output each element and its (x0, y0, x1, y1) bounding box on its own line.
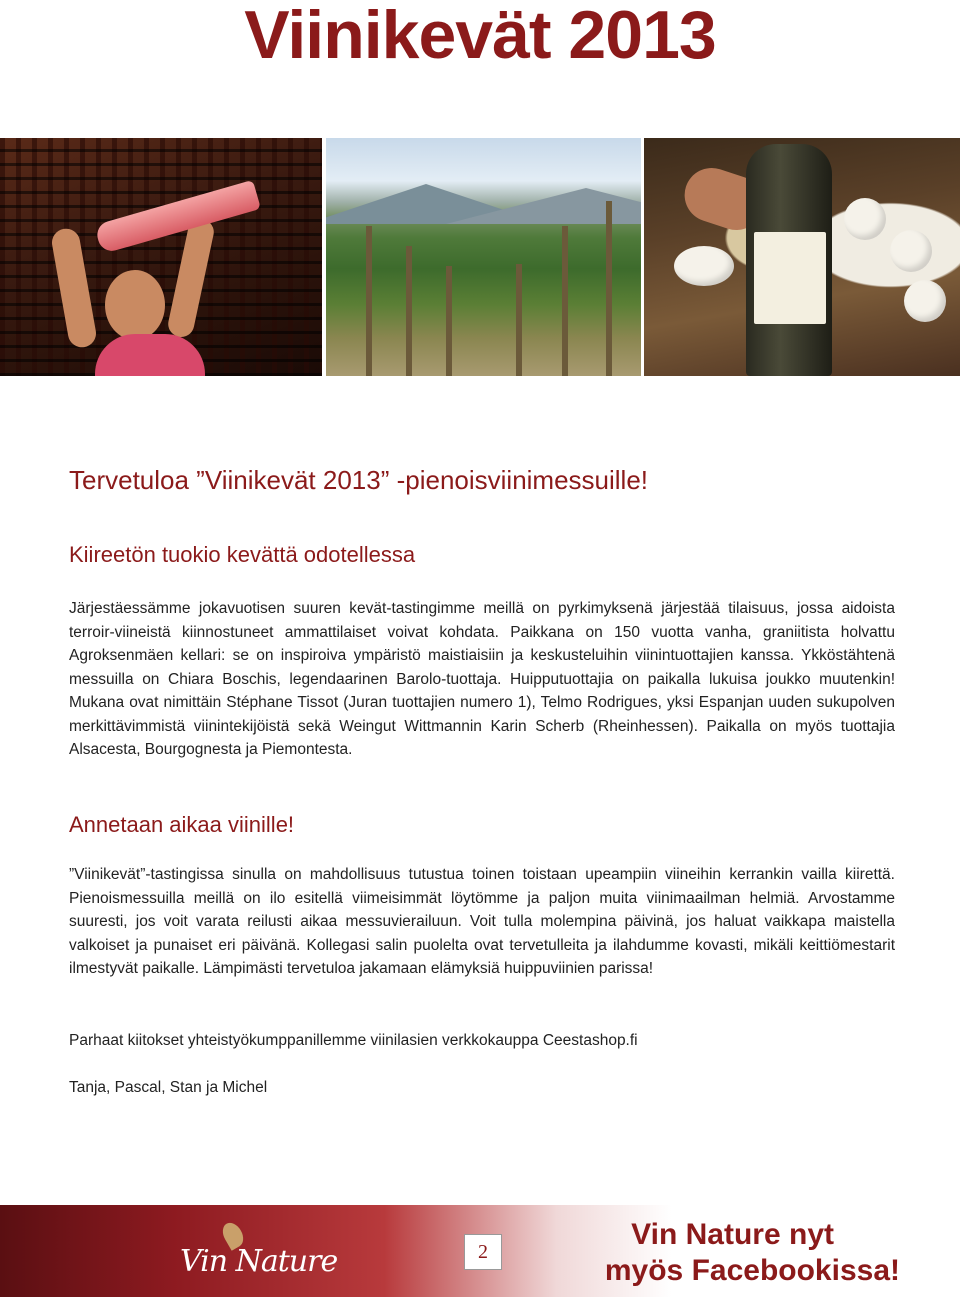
wine-label-shape (754, 232, 826, 324)
vineyard-photo (326, 138, 641, 376)
person-head-shape (105, 270, 165, 340)
facebook-promo-line-2: myös Facebookissa! (604, 1254, 900, 1287)
vine-post (516, 264, 522, 376)
vine-post (366, 226, 372, 376)
welcome-heading: Tervetuloa ”Viinikevät 2013” -pienoisviinimessuille! (69, 465, 649, 495)
cheese-wine-photo (644, 138, 960, 376)
signature: Tanja, Pascal, Stan ja Michel (69, 1079, 268, 1096)
vine-post (562, 226, 568, 376)
intro-paragraph: Järjestäessämme jokavuotisen suuren kevät-tastingimme meillä on pyrkimyksenä järjestää tilaisuus, jossa aidoista terroir-viineistä kiinnostuneet ammattilaiset voivat kohdata. Paikkana on 150 vuotta vanha, graniitista holvattu Agroksenmäen kellari: se on inspiroiva ympäristö maistiaisiin ja keskusteluihin viinintuottajien kanssa. Ykköstähtenä messuilla on Chiara Boschis, legendaarinen Barolo-tuottaja. Huipputuottajia on paikalla lukuisa joukko muutenkin! Mukana ovat nimittäin Stéphane Tissot (Juran tuottajien numero 1), Telmo Rodrigues, yksi Espanjan uuden sukupolven merkittävimmistä viinintekijöistä sekä Weingut Wittmannin Karin Scherb (Rheinhessen). Paikalla on myös tuottajia Alsacesta, Bourgognesta ja Piemontesta. (69, 600, 895, 758)
cheese-shape (844, 198, 886, 240)
body-paragraph: ”Viinikevät”-tastingissa sinulla on mahdollisuus tutustua toinen toistaan upeampiin viineihin kerrankin vailla kiirettä. Pienoismessuilla meillä on ilo esitellä viimeisimmät löytömme ja paljon muita viinimaailman helmiä. Arvostamme suuresti, jos voit varata reilusti aikaa messuvierailuun. Voit tulla molempina päivinä, jos haluat vaikkapa maistella valkoiset ja punaiset eri päivänä. Kollegasi salin puolelta ovat tervetulleita ja ilahdumme kovasti, mikäli keittiömestarit ilmestyvät paikalle. Lämpimästi tervetuloa jakamaan elämyksiä huippuviinien parissa! (69, 866, 895, 977)
arm-shape (50, 226, 98, 349)
page-number: 2 (464, 1234, 502, 1270)
person-body-shape (95, 334, 205, 376)
arm-shape (166, 217, 216, 340)
section-heading-2: Annetaan aikaa viinille! (69, 812, 295, 837)
vine-post (446, 266, 452, 376)
cheese-shape (904, 280, 946, 322)
rose-bottle-shape (94, 180, 261, 254)
vine-post (406, 246, 412, 376)
vin-nature-logo: Vin Nature (180, 1244, 338, 1279)
facebook-promo-line-1: Vin Nature nyt (631, 1218, 834, 1251)
page-title: Viinikevät 2013 (244, 0, 716, 73)
section-heading: Kiireetön tuokio kevättä odotellessa (69, 542, 416, 567)
cellar-photo (0, 138, 322, 376)
vine-post (606, 201, 612, 376)
cheese-shape (674, 246, 734, 286)
thanks-paragraph: Parhaat kiitokset yhteistyökumppanillemme viinilasien verkkokauppa Ceestashop.fi (69, 1032, 638, 1049)
cheese-shape (890, 230, 932, 272)
